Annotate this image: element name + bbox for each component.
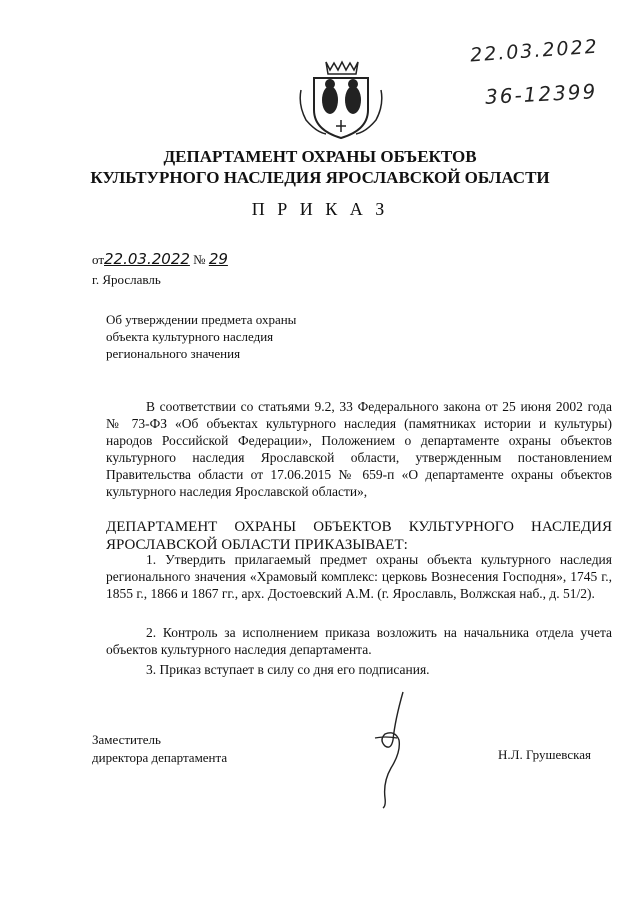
order-number: 29	[208, 250, 228, 268]
registration-stamp-date: 22.03.2022	[469, 35, 600, 67]
department-name-line1: ДЕПАРТАМЕНТ ОХРАНЫ ОБЪЕКТОВ	[163, 147, 477, 166]
signatory-position	[92, 731, 227, 767]
document-type: П Р И К А З	[251, 199, 389, 219]
order-date: 22.03.2022	[104, 250, 190, 268]
decree-statement: ДЕПАРТАМЕНТ ОХРАНЫ ОБЪЕКТОВ КУЛЬТУРНОГО НАСЛЕДИЯ ЯРОСЛАВСКОЙ ОБЛАСТИ ПРИКАЗЫВАЕТ:	[106, 519, 612, 553]
coat-of-arms-icon	[296, 60, 386, 140]
signer-name: Н.Л. Грушевская	[498, 747, 591, 762]
order-date-line	[92, 250, 228, 268]
order-subject	[106, 311, 296, 362]
order-item-1: 1. Утвердить прилагаемый предмет охраны объекта культурного наследия регионального значения «Храмовый комплекс: церковь Вознесения Господня», 1745 г., 1855 г., 1866 и 1867 гг., арх. Достоевский А.М. (г. Ярославль, Волжская наб., д. 51/2).	[106, 552, 612, 601]
handwritten-signature-icon	[355, 690, 435, 810]
subject-line: Об утверждении предмета охраны	[106, 312, 297, 327]
order-item-2: 2. Контроль за исполнением приказа возложить на начальника отдела учета объектов культурного наследия департамента.	[106, 625, 612, 657]
legal-basis-paragraph: В соответствии со статьями 9.2, 33 Федерального закона от 25 июня 2002 года № 73-ФЗ «Об объектах культурного наследия (памятниках истории и культуры) народов Российской Федерации», Положением о департаменте охраны объектов культурного наследия Ярославской области, утвержденным постановлением Правительства области от 17.06.2015 № 659-п «О департаменте охраны объектов культурного наследия Ярославской области»,	[106, 399, 612, 499]
department-name-line2: КУЛЬТУРНОГО НАСЛЕДИЯ ЯРОСЛАВСКОЙ ОБЛАСТИ	[90, 168, 550, 187]
from-label: от	[92, 252, 105, 267]
signatory-role-line2: директора департамента	[92, 750, 228, 765]
signatory-role-line1: Заместитель	[92, 732, 161, 747]
registration-stamp-number: 36-12399	[484, 79, 598, 109]
city: г. Ярославль	[92, 272, 161, 287]
order-item-3: 3. Приказ вступает в силу со дня его подписания.	[146, 662, 430, 677]
subject-line: регионального значения	[106, 346, 241, 361]
number-label: №	[193, 252, 206, 267]
subject-line: объекта культурного наследия	[106, 329, 274, 344]
